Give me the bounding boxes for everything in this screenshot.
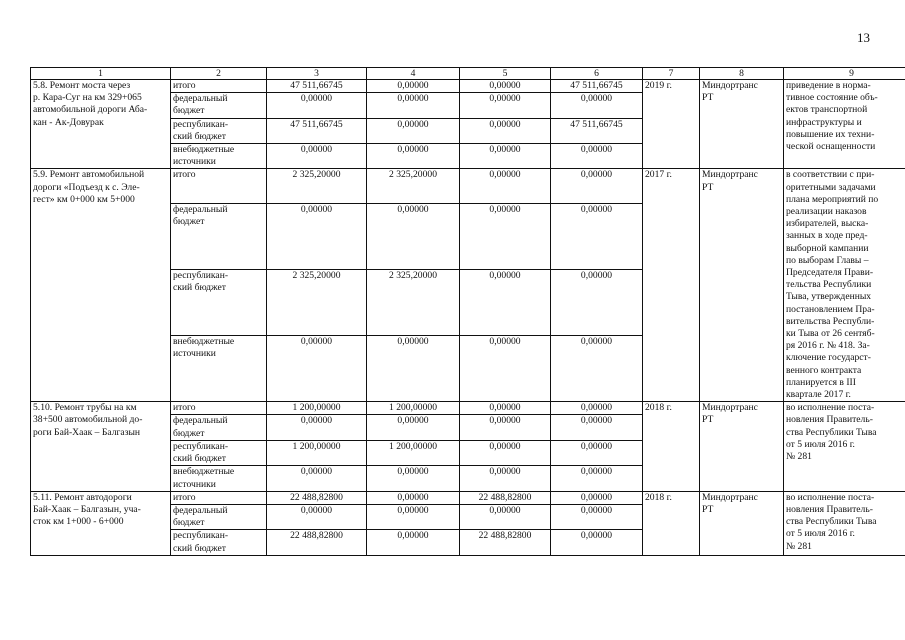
amount-year-1: 0,00000 <box>367 80 460 93</box>
amount-total: 1 200,00000 <box>267 402 367 415</box>
column-number: 6 <box>551 68 643 80</box>
amount-year-3: 0,00000 <box>551 504 643 529</box>
column-number: 8 <box>700 68 784 80</box>
column-number: 2 <box>171 68 267 80</box>
amount-total: 22 488,82800 <box>267 491 367 504</box>
measure-name: 5.8. Ремонт моста через р. Кара-Суг на км 329+065 автомобильной дороги Аба- кан - Ак-Довурак <box>31 80 171 169</box>
table-row <box>31 491 905 504</box>
column-number: 1 <box>31 68 171 80</box>
amount-year-1: 0,00000 <box>367 504 460 529</box>
amount-total: 0,00000 <box>267 93 367 118</box>
amount-total: 0,00000 <box>267 504 367 529</box>
amount-total: 2 325,20000 <box>267 269 367 335</box>
amount-year-2: 0,00000 <box>460 93 551 118</box>
amount-year-1: 0,00000 <box>367 144 460 169</box>
executor: Миндортранс РТ <box>700 169 784 402</box>
amount-year-1: 0,00000 <box>367 93 460 118</box>
funding-source: республикан- ский бюджет <box>171 530 267 555</box>
column-number-row <box>31 68 905 80</box>
amount-year-1: 0,00000 <box>367 491 460 504</box>
funding-source: федеральный бюджет <box>171 203 267 269</box>
amount-year-2: 0,00000 <box>460 336 551 402</box>
funding-source: внебюджетные источники <box>171 336 267 402</box>
funding-source: внебюджетные источники <box>171 466 267 491</box>
amount-total: 47 511,66745 <box>267 80 367 93</box>
page-number: 13 <box>857 30 870 45</box>
amount-year-3: 0,00000 <box>551 269 643 335</box>
amount-year-2: 0,00000 <box>460 144 551 169</box>
amount-year-3: 0,00000 <box>551 336 643 402</box>
measure-name: 5.10. Ремонт трубы на км 38+500 автомобильной до- роги Бай-Хаак – Балгазын <box>31 402 171 491</box>
amount-total: 0,00000 <box>267 466 367 491</box>
funding-source: итого <box>171 402 267 415</box>
funding-source: федеральный бюджет <box>171 93 267 118</box>
amount-year-3: 0,00000 <box>551 402 643 415</box>
amount-total: 0,00000 <box>267 415 367 440</box>
program-table <box>30 67 905 556</box>
table-row <box>31 80 905 93</box>
amount-year-1: 0,00000 <box>367 530 460 555</box>
completion-year: 2018 г. <box>643 402 700 491</box>
amount-year-3: 0,00000 <box>551 491 643 504</box>
measure-name: 5.9. Ремонт автомобильной дороги «Подъезд к с. Эле- гест» км 0+000 км 5+000 <box>31 169 171 402</box>
completion-year: 2019 г. <box>643 80 700 169</box>
expected-result: во исполнение поста- новления Правитель- ства Республики Тыва от 5 июля 2016 г. № 281 <box>784 491 905 555</box>
funding-source: федеральный бюджет <box>171 504 267 529</box>
amount-year-3: 0,00000 <box>551 169 643 203</box>
column-number: 5 <box>460 68 551 80</box>
expected-result: во исполнение поста- новления Правитель- ства Республики Тыва от 5 июля 2016 г. № 281 <box>784 402 905 491</box>
amount-total: 0,00000 <box>267 336 367 402</box>
amount-year-1: 0,00000 <box>367 118 460 143</box>
executor: Миндортранс РТ <box>700 402 784 491</box>
amount-year-2: 0,00000 <box>460 402 551 415</box>
expected-result: приведение в норма- тивное состояние объ- ектов транспортной инфраструктуры и повышение их техни- ческой оснащенности <box>784 80 905 169</box>
amount-year-2: 22 488,82800 <box>460 491 551 504</box>
amount-year-1: 2 325,20000 <box>367 269 460 335</box>
amount-year-3: 47 511,66745 <box>551 80 643 93</box>
amount-year-2: 0,00000 <box>460 504 551 529</box>
expected-result: в соответствии с при- оритетными задачами плана мероприятий по реализации наказов избирателей, выска- занных в ходе пред- выборной кампании по выборам Главы – Председателя Прави- тельства Республики Тыва, утвержденных постановлением Пра- вительства Республи- ки Тыва от 26 сентяб- ря 2016 г. № 418. За- ключение государст- венного контракта планируется в III квартале 2017 г. <box>784 169 905 402</box>
completion-year: 2018 г. <box>643 491 700 555</box>
amount-year-3: 47 511,66745 <box>551 118 643 143</box>
amount-year-3: 0,00000 <box>551 530 643 555</box>
amount-year-2: 0,00000 <box>460 415 551 440</box>
amount-year-1: 0,00000 <box>367 336 460 402</box>
executor: Миндортранс РТ <box>700 80 784 169</box>
amount-total: 22 488,82800 <box>267 530 367 555</box>
amount-year-3: 0,00000 <box>551 415 643 440</box>
amount-year-2: 22 488,82800 <box>460 530 551 555</box>
amount-total: 47 511,66745 <box>267 118 367 143</box>
completion-year: 2017 г. <box>643 169 700 402</box>
table-row <box>31 169 905 203</box>
amount-total: 0,00000 <box>267 203 367 269</box>
amount-total: 2 325,20000 <box>267 169 367 203</box>
funding-source: итого <box>171 169 267 203</box>
funding-source: итого <box>171 491 267 504</box>
funding-source: республикан- ский бюджет <box>171 440 267 465</box>
amount-year-2: 0,00000 <box>460 118 551 143</box>
amount-year-1: 2 325,20000 <box>367 169 460 203</box>
amount-year-1: 1 200,00000 <box>367 440 460 465</box>
funding-source: внебюджетные источники <box>171 144 267 169</box>
amount-year-1: 0,00000 <box>367 203 460 269</box>
amount-year-1: 1 200,00000 <box>367 402 460 415</box>
column-number: 3 <box>267 68 367 80</box>
amount-year-3: 0,00000 <box>551 93 643 118</box>
amount-year-2: 0,00000 <box>460 80 551 93</box>
column-number: 4 <box>367 68 460 80</box>
amount-year-1: 0,00000 <box>367 466 460 491</box>
amount-year-2: 0,00000 <box>460 440 551 465</box>
executor: Миндортранс РТ <box>700 491 784 555</box>
amount-year-2: 0,00000 <box>460 203 551 269</box>
amount-year-3: 0,00000 <box>551 203 643 269</box>
amount-year-3: 0,00000 <box>551 466 643 491</box>
amount-year-2: 0,00000 <box>460 269 551 335</box>
table-row <box>31 402 905 415</box>
amount-year-2: 0,00000 <box>460 169 551 203</box>
column-number: 7 <box>643 68 700 80</box>
amount-year-3: 0,00000 <box>551 440 643 465</box>
funding-source: федеральный бюджет <box>171 415 267 440</box>
column-number: 9 <box>784 68 905 80</box>
amount-year-1: 0,00000 <box>367 415 460 440</box>
amount-year-2: 0,00000 <box>460 466 551 491</box>
amount-year-3: 0,00000 <box>551 144 643 169</box>
measure-name: 5.11. Ремонт автодороги Бай-Хаак – Балгазын, уча- сток км 1+000 - 6+000 <box>31 491 171 555</box>
funding-source: республикан- ский бюджет <box>171 269 267 335</box>
funding-source: итого <box>171 80 267 93</box>
amount-total: 1 200,00000 <box>267 440 367 465</box>
amount-total: 0,00000 <box>267 144 367 169</box>
funding-source: республикан- ский бюджет <box>171 118 267 143</box>
